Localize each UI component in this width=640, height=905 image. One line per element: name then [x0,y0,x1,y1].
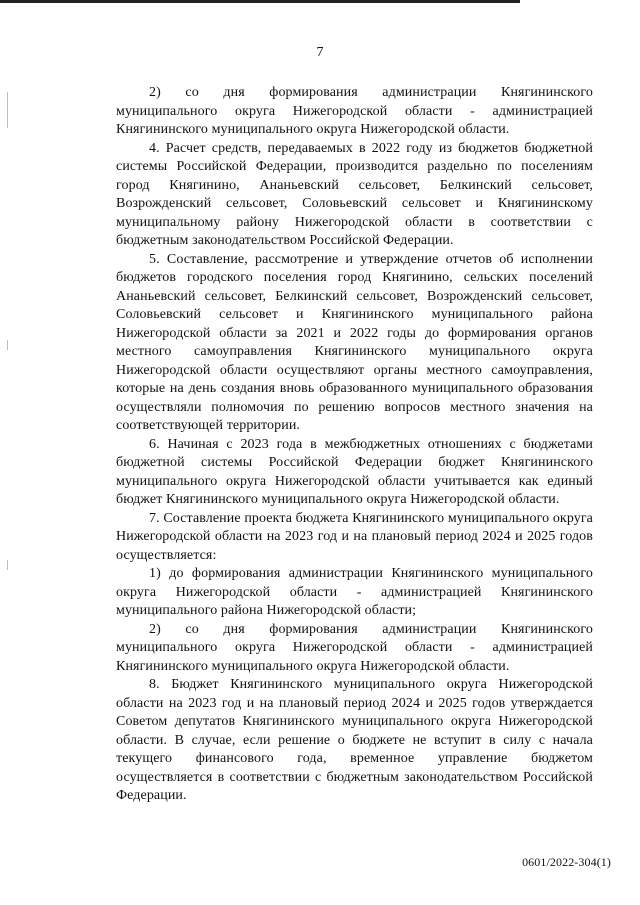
scan-edge-mark [7,560,8,570]
paragraph-6-unified-budget: 6. Начиная с 2023 года в межбюджетных отношениях с бюджетами бюджетной системы Российской Федерации бюджет Княгининского муниципального округа Нижегородской области учитывается как единый бюджет Княгининского муниципального округа Нижегородской области. [116,436,593,507]
scan-edge-mark [7,340,8,350]
paragraph-5-budget-reports: 5. Составление, рассмотрение и утверждение отчетов об исполнении бюджетов городского поселения город Княгинино, сельских поселений Ананьевский сельсовет, Белкинский сельсовет, Возрожденский сельсовет, Соловьевский сельсовет и Княгининского муниципального района Нижегородской области за 2021 и 2022 годы до формирования органов местного самоуправления Княгининского муниципального округа Нижегородской области осуществляют органы местного самоуправления, которые на день создания вновь образованного муниципального образования осуществляли полномочия по решению вопросов местного значения на соответствующей территории. [116,251,593,433]
document-code: 0601/2022-304(1) [522,855,611,869]
paragraph-7-1-before-formation: 1) до формирования администрации Княгининского муниципального округа Нижегородской области - администрацией Княгининского муниципального района Нижегородской области; [116,566,593,618]
paragraph-7-2-after-formation: 2) со дня формирования администрации Княгининского муниципального округа Нижегородской области - администрацией Княгининского муниципального округа Нижегородской области. [116,621,593,674]
paragraph-2-from-formation-day: 2) со дня формирования администрации Княгининского муниципального округа Нижегородской области - администрацией Княгининского муниципального округа Нижегородской области. [116,85,593,137]
scan-edge-mark [7,92,8,128]
document-body [116,84,593,806]
paragraph-8-budget-approval: 8. Бюджет Княгининского муниципального округа Нижегородской области на 2023 год и на плановый период 2024 и 2025 годов утверждается Советом депутатов Княгининского муниципального округа Нижегородской области. В случае, если решение о бюджете не вступит в силу с начала текущего финансового года, временное управление бюджетом осуществляется в соответствии с бюджетным законодательством Российской Федерации. [116,677,593,803]
paragraph-4-funds-calculation: 4. Расчет средств, передаваемых в 2022 году из бюджетов бюджетной системы Российской Федерации, производится раздельно по поселениям город Княгинино, Ананьевский сельсовет, Белкинский сельсовет, Возрожденский сельсовет, Соловьевский сельсовет и Княгининскому муниципальному району Нижегородской области в соответствии с бюджетным законодательством Российской Федерации. [116,140,593,248]
paragraph-7-budget-draft: 7. Составление проекта бюджета Княгининского муниципального округа Нижегородской области на 2023 год и на плановый период 2024 и 2025 годов осуществляется: [116,510,593,563]
page-number: 7 [316,45,324,60]
scan-top-rule [0,0,520,3]
